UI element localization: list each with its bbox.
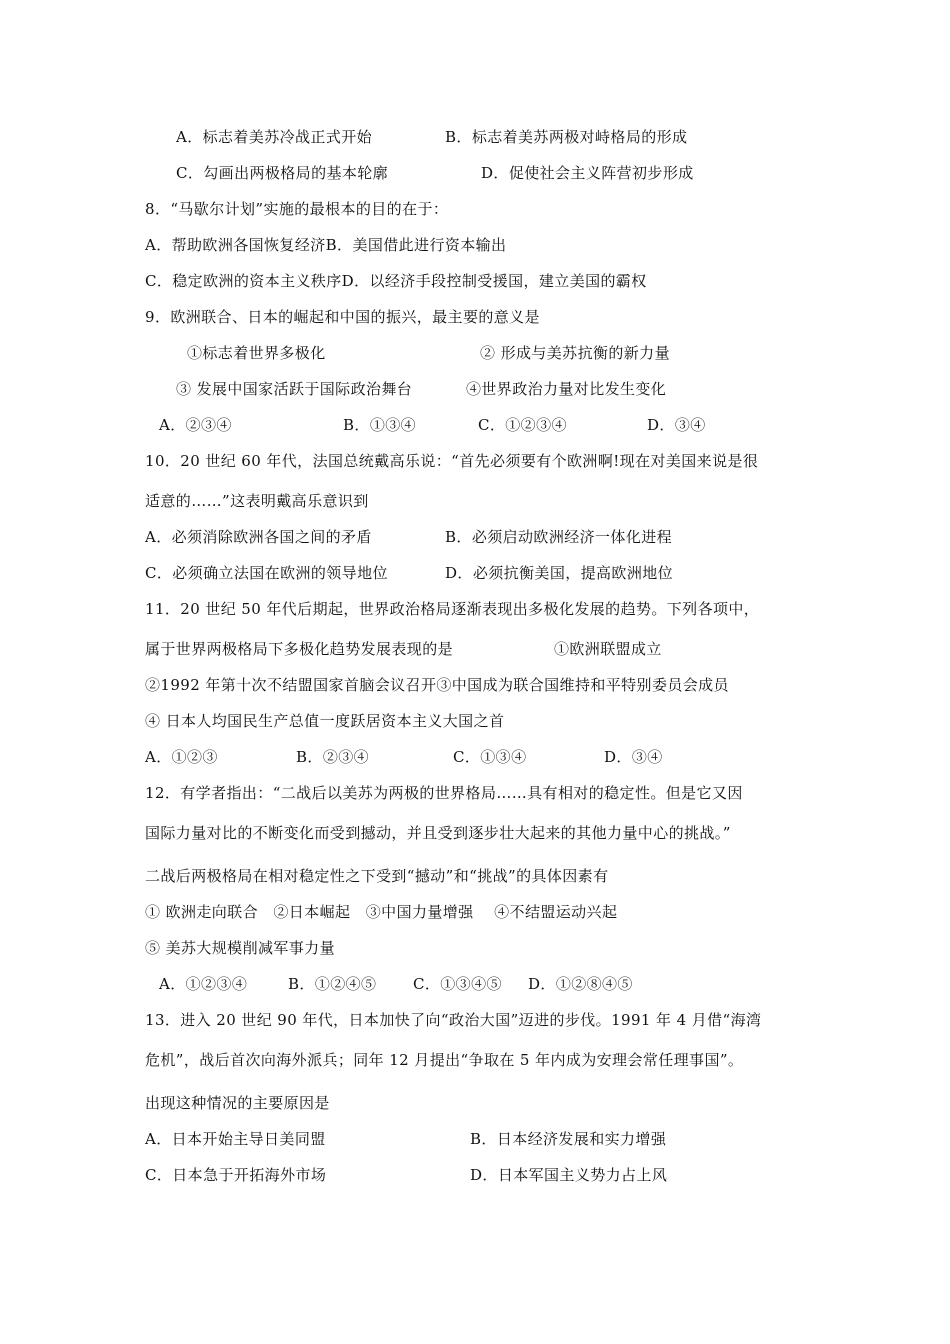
q10-stem-line-2: 适意的……”这表明戴高乐意识到 [145, 492, 369, 510]
q10-stem-line-1: 10．20 世纪 60 年代，法国总统戴高乐说：“首先必须要有个欧洲啊!现在对美国来说是很 [145, 452, 759, 470]
q12-option-b: B．①②④⑤ [288, 975, 377, 993]
q9-stem: 9．欧洲联合、日本的崛起和中国的振兴，最主要的意义是 [145, 308, 540, 326]
q7-option-a: A．标志着美苏冷战正式开始 [176, 128, 373, 146]
q9-option-b: B．①③④ [343, 416, 417, 434]
q11-item-1: ①欧洲联盟成立 [554, 640, 662, 658]
q11-item-4: ④ 日本人均国民生产总值一度跃居资本主义大国之首 [145, 712, 505, 730]
q7-option-b: B．标志着美苏两极对峙格局的形成 [445, 128, 688, 146]
q12-items-1-4: ① 欧洲走向联合 ②日本崛起 ③中国力量增强 ④不结盟运动兴起 [145, 903, 618, 921]
q12-option-a: A．①②③④ [159, 975, 248, 993]
q12-stem-line-3: 二战后两极格局在相对稳定性之下受到“撼动”和“挑战”的具体因素有 [145, 867, 609, 885]
q12-option-c: C．①③④⑤ [413, 975, 502, 993]
q8-stem: 8．“马歇尔计划”实施的最根本的目的在于： [145, 200, 449, 218]
q11-stem-line-1: 11．20 世纪 50 年代后期起，世界政治格局逐渐表现出多极化发展的趋势。下列各项中， [145, 600, 760, 618]
q11-option-c: C．①③④ [453, 748, 527, 766]
q13-option-c: C．日本急于开拓海外市场 [145, 1166, 327, 1184]
q9-item-3: ③ 发展中国家活跃于国际政治舞台 [176, 380, 413, 398]
q10-option-a: A．必须消除欧洲各国之间的矛盾 [145, 528, 372, 546]
q13-option-b: B．日本经济发展和实力增强 [470, 1130, 667, 1148]
q7-option-d: D．促使社会主义阵营初步形成 [481, 164, 694, 182]
q10-option-d: D．必须抗衡美国，提高欧洲地位 [445, 564, 674, 582]
q13-option-d: D．日本军国主义势力占上风 [470, 1166, 668, 1184]
q10-option-b: B．必须启动欧洲经济一体化进程 [445, 528, 673, 546]
q9-option-a: A．②③④ [159, 416, 232, 434]
q13-stem-line-1: 13．进入 20 世纪 90 年代，日本加快了向“政治大国”迈进的步伐。1991 年 4 月借“海湾 [145, 1011, 762, 1029]
q11-option-d: D．③④ [604, 748, 663, 766]
q7-option-c: C．勾画出两极格局的基本轮廓 [176, 164, 389, 182]
q9-item-4: ④世界政治力量对比发生变化 [466, 380, 667, 398]
q13-stem-line-2: 危机”，战后首次向海外派兵；同年 12 月提出“争取在 5 年内成为安理会常任理事国”。 [145, 1051, 744, 1069]
q9-option-d: D．③④ [647, 416, 706, 434]
q11-option-b: B．②③④ [296, 748, 370, 766]
q12-item-5: ⑤ 美苏大规模削减军事力量 [145, 939, 335, 957]
q10-option-c: C．必须确立法国在欧洲的领导地位 [145, 564, 388, 582]
q11-items-2-3: ②1992 年第十次不结盟国家首脑会议召开③中国成为联合国维持和平特别委员会成员 [145, 676, 729, 694]
q13-stem-line-3: 出现这种情况的主要原因是 [145, 1094, 330, 1112]
q9-option-c: C．①②③④ [478, 416, 567, 434]
q9-item-1: ①标志着世界多极化 [187, 344, 326, 362]
q11-stem-line-2: 属于世界两极格局下多极化趋势发展表现的是 [145, 640, 454, 658]
q13-option-a: A．日本开始主导日美同盟 [145, 1130, 326, 1148]
q11-option-a: A．①②③ [145, 748, 218, 766]
q12-option-d: D．①②⑧④⑤ [528, 975, 633, 993]
q8-options-ab: A．帮助欧洲各国恢复经济B．美国借此进行资本输出 [145, 236, 507, 254]
q8-options-cd: C．稳定欧洲的资本主义秩序D．以经济手段控制受援国，建立美国的霸权 [145, 272, 647, 290]
q9-item-2: ② 形成与美苏抗衡的新力量 [480, 344, 670, 362]
q12-stem-line-2: 国际力量对比的不断变化而受到撼动，并且受到逐步壮大起来的其他力量中心的挑战。” [145, 824, 731, 842]
q12-stem-line-1: 12．有学者指出：“二战后以美苏为两极的世界格局……具有相对的稳定性。但是它又因 [145, 784, 743, 802]
